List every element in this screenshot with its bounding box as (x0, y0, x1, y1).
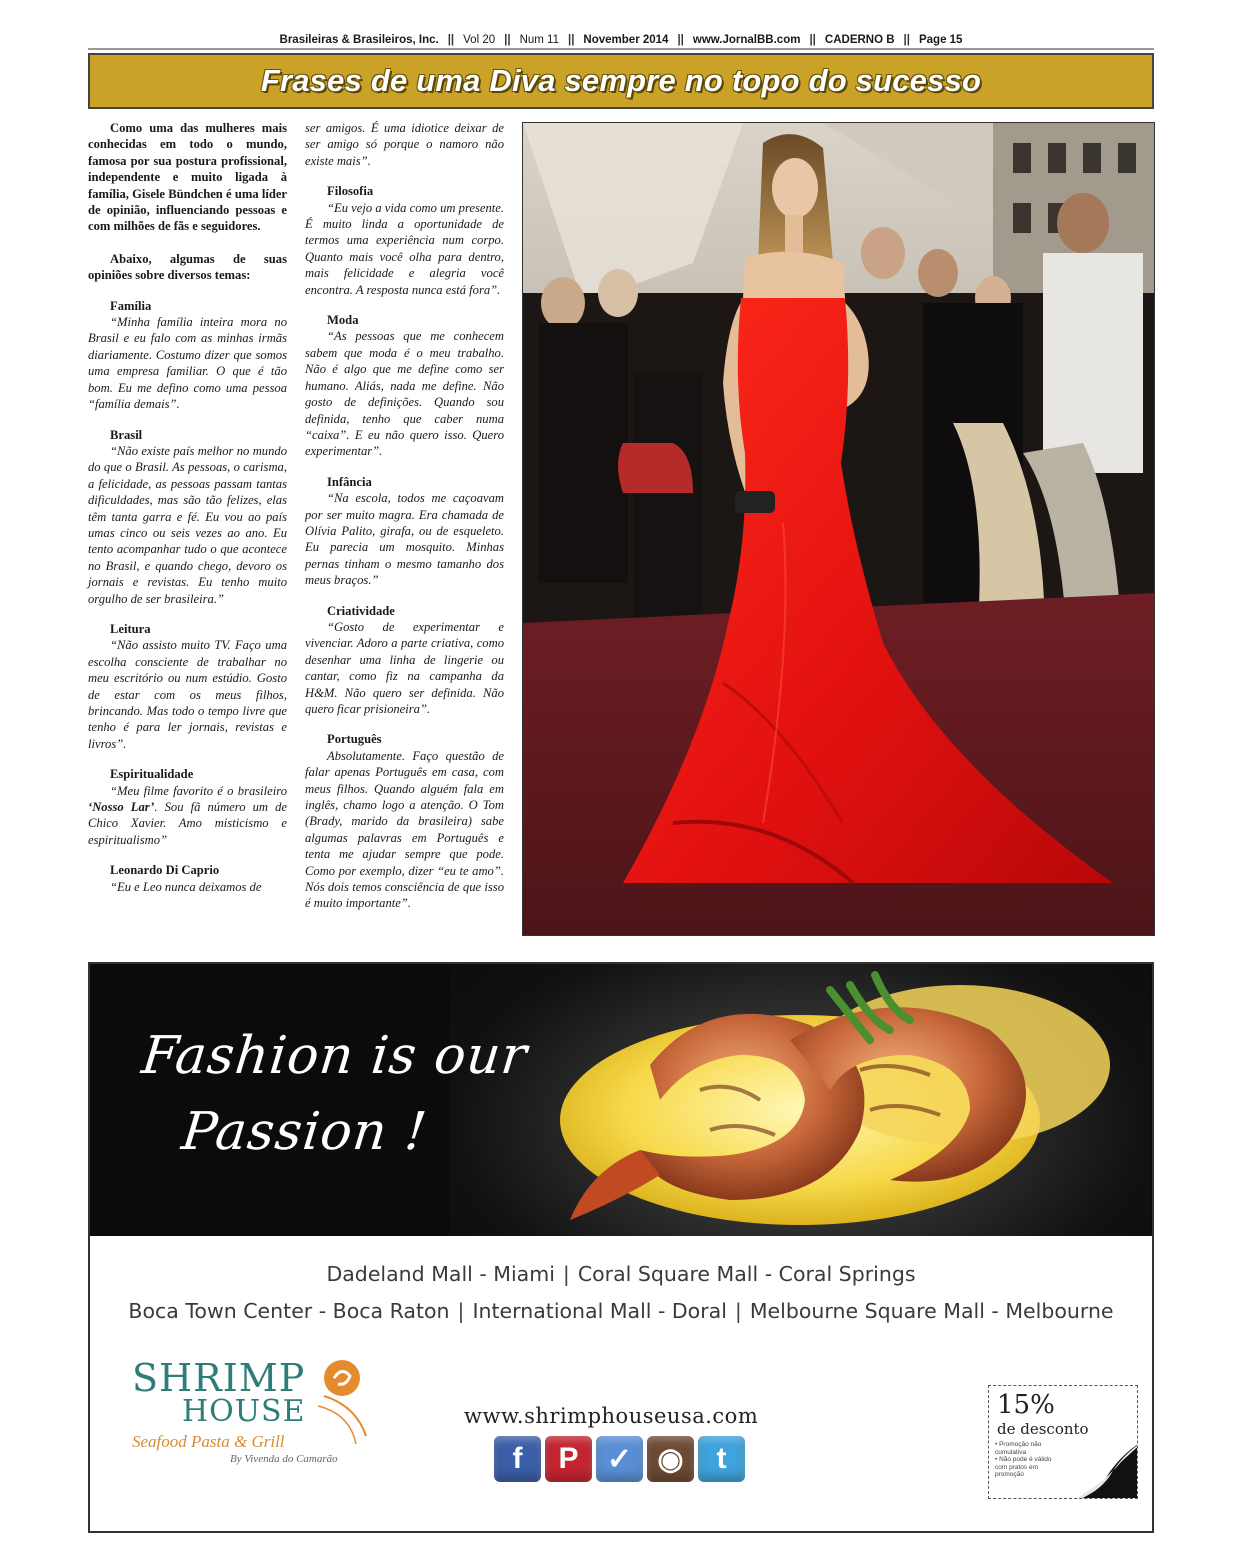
location-item: Dadeland Mall - Miami (326, 1262, 555, 1286)
masthead-website[interactable]: www.JornalBB.com (692, 34, 801, 46)
ad-slogan-line-2: Passion ! (178, 1102, 431, 1162)
section-text: “Não assisto muito TV. Faço uma escolha consciente de trabalhar no meu escritório ou num estúdio. Gosto de estar com os meus filhos, brincando. Mas todo o tempo livre que tenho é para ler jornais, revistas e livros”. (88, 638, 287, 751)
brand-name-line-1: SHRIMP (132, 1356, 306, 1400)
section-text: “Eu e Leo nunca deixamos de (110, 879, 262, 894)
article-intro-2: Abaixo, algumas de suas opiniões sobre diversos temas: (88, 251, 287, 283)
masthead-separator: || (677, 34, 684, 46)
section-heading: Leonardo Di Caprio (110, 863, 220, 878)
publisher-name: Brasileiras & Brasileiros, Inc. (279, 34, 439, 46)
film-title: ‘Nosso Lar’ (88, 800, 155, 815)
article-title-band (88, 53, 1154, 109)
brand-name-line-2: HOUSE (182, 1394, 306, 1429)
shrimp-house-logo (130, 1356, 380, 1476)
article-column-2 (305, 120, 504, 912)
masthead-separator: || (903, 34, 910, 46)
section-espiritualidade (88, 766, 287, 848)
location-item: Boca Town Center - Boca Raton (128, 1299, 450, 1323)
section-name: CADERNO B (824, 34, 895, 46)
section-text: “Gosto de experimentar e vivenciar. Adoro a parte criativa, como desenhar uma linha de lingerie ou cantar, como fiz na campanha da H&M. Não quero ser definida. Não quero ficar prisioneira”. (305, 619, 504, 716)
section-heading: Brasil (110, 427, 143, 442)
section-brasil (88, 427, 287, 607)
section-text: Absolutamente. Faço questão de falar apenas Português em casa, com meus filhos. Quando alguém fala em inglês, chamo logo a atenção. O Tom (Brady, marido da brasileira) sabe algumas palavras em Português e tenta me ajudar sempre que pode. Como por exemplo, dizer “eu te amo”. Nós dois temos consciência de que isso é muito importante”. (305, 748, 504, 911)
ad-website-link[interactable]: www.shrimphouseusa.com (464, 1404, 759, 1428)
volume-label: Vol 20 (463, 34, 496, 46)
location-item: Melbourne Square Mall - Melbourne (749, 1299, 1114, 1323)
section-heading: Português (327, 732, 382, 747)
masthead-separator: || (567, 34, 575, 46)
leonardo-continuation: ser amigos. É uma idiotice deixar de ser amigo só porque o namoro não existe mais”. (305, 121, 504, 168)
article-column-1 (88, 120, 287, 895)
red-carpet-illustration (523, 123, 1155, 936)
masthead (88, 30, 1154, 50)
coupon-note: • Não pode é válido com pratos em promoção (995, 1456, 1052, 1478)
header-rule (88, 48, 1154, 50)
section-heading: Família (110, 298, 152, 313)
location-separator: | (457, 1299, 465, 1323)
section-familia (88, 298, 287, 413)
coupon-label: de desconto (997, 1420, 1089, 1438)
masthead-separator: || (809, 34, 816, 46)
shrimp-house-ad[interactable] (88, 962, 1154, 1533)
section-text: “Não existe país melhor no mundo do que o Brasil. As pessoas, o carisma, a felicidade, as pessoas passam tantas dificuldades, mas são tão felizes, elas têm tanta garra e fé. Eu vou ao país umas cinco ou seis vezes ao ano. Eu tento acompanhar tudo o que acontece no Brasil, e quando chego, devoro os jornais e revistas. Eu tenho muito orgulho de ser brasileira.” (88, 443, 287, 606)
coupon-note: • Promoção não cumulativa (995, 1441, 1042, 1456)
brand-tagline: Seafood Pasta & Grill (132, 1432, 285, 1451)
section-heading: Criatividade (327, 603, 395, 618)
section-text: “Na escola, todos me caçoavam por ser muito magra. Era chamada de Olívia Palito, girafa, ou de esqueleto. Eu parecia um mosquito. Minhas pernas tinham o mesmo tamanho dos meus braços.” (305, 491, 504, 588)
masthead-separator: || (504, 34, 511, 46)
page-curl-icon (1063, 1440, 1138, 1499)
location-separator: | (562, 1262, 570, 1286)
twitter-icon[interactable]: t (698, 1436, 745, 1482)
section-text (88, 783, 287, 849)
section-text: “As pessoas que me conhecem sabem que moda é o meu trabalho. Não é algo que me define como ser humano. Aliás, nada me define. Não gosto de definições. Quando sou definida, tenho que caber numa “caixa”. E eu não quero isso. Quero experimentar”. (305, 329, 504, 459)
text-after-film: . Sou fã número um de Chico Xavier. Amo misticismo e espiritualismo” (88, 800, 287, 847)
section-filosofia (305, 183, 504, 298)
locations-row-2 (90, 1299, 1152, 1323)
ad-banner (90, 964, 1152, 1236)
location-separator: | (734, 1299, 742, 1323)
section-criatividade (305, 603, 504, 718)
article-photo (522, 122, 1155, 936)
section-text: “Minha família inteira mora no Brasil e eu falo com as minhas irmãs diariamente. Costumo dizer que somos uma empresa familiar. O que é tão bom. Eu me defino como uma pessoa “família demais”. (88, 315, 287, 412)
location-item: International Mall - Doral (472, 1299, 727, 1323)
section-infancia (305, 474, 504, 589)
social-icons (494, 1436, 745, 1482)
shrimp-dish-illustration (530, 970, 1130, 1235)
discount-coupon[interactable] (988, 1385, 1138, 1499)
ad-slogan-line-1: Fashion is our (138, 1026, 531, 1086)
section-leitura (88, 621, 287, 752)
section-text: “Eu vejo a vida como um presente. É muito linda a oportunidade de termos uma experiência num corpo. Quanto mais você olha para dentro, mais felicidade e alegria você encontra. A resposta nunca está fora”. (305, 200, 504, 297)
text-before-film: “Meu filme favorito é o brasileiro (110, 783, 287, 798)
section-heading: Filosofia (327, 184, 374, 199)
coupon-percent: 15% (997, 1390, 1055, 1420)
location-item: Coral Square Mall - Coral Springs (577, 1262, 916, 1286)
article-intro: Como uma das mulheres mais conhecidas em todo o mundo, famosa por sua postura profissional, independente e muito ligada à família, Gisele Bündchen é uma líder de opinião, influenciando pessoas e com milhões de fãs e seguidores. (88, 121, 287, 234)
section-moda (305, 312, 504, 460)
pinterest-icon[interactable]: P (545, 1436, 592, 1482)
brand-byline: By Vivenda do Camarão (230, 1453, 338, 1465)
section-heading: Infância (327, 474, 372, 489)
section-leonardo (88, 862, 287, 895)
facebook-icon[interactable]: f (494, 1436, 541, 1482)
section-heading: Moda (327, 313, 359, 328)
issue-number: Num 11 (519, 34, 559, 46)
instagram-icon[interactable]: ◉ (647, 1436, 694, 1482)
foursquare-icon[interactable]: ✓ (596, 1436, 643, 1482)
locations-row-1 (90, 1262, 1152, 1286)
section-portugues (305, 731, 504, 911)
coupon-notes (995, 1441, 1057, 1479)
page-number: Page 15 (918, 34, 963, 46)
article-title: Frases de uma Diva sempre no topo do sucesso (260, 63, 982, 98)
issue-date: November 2014 (583, 34, 669, 46)
shrimp-swirl-icon (316, 1356, 376, 1446)
ad-info (90, 1236, 1152, 1533)
section-heading: Leitura (110, 621, 151, 636)
masthead-separator: || (447, 34, 455, 46)
section-heading: Espiritualidade (110, 767, 194, 782)
